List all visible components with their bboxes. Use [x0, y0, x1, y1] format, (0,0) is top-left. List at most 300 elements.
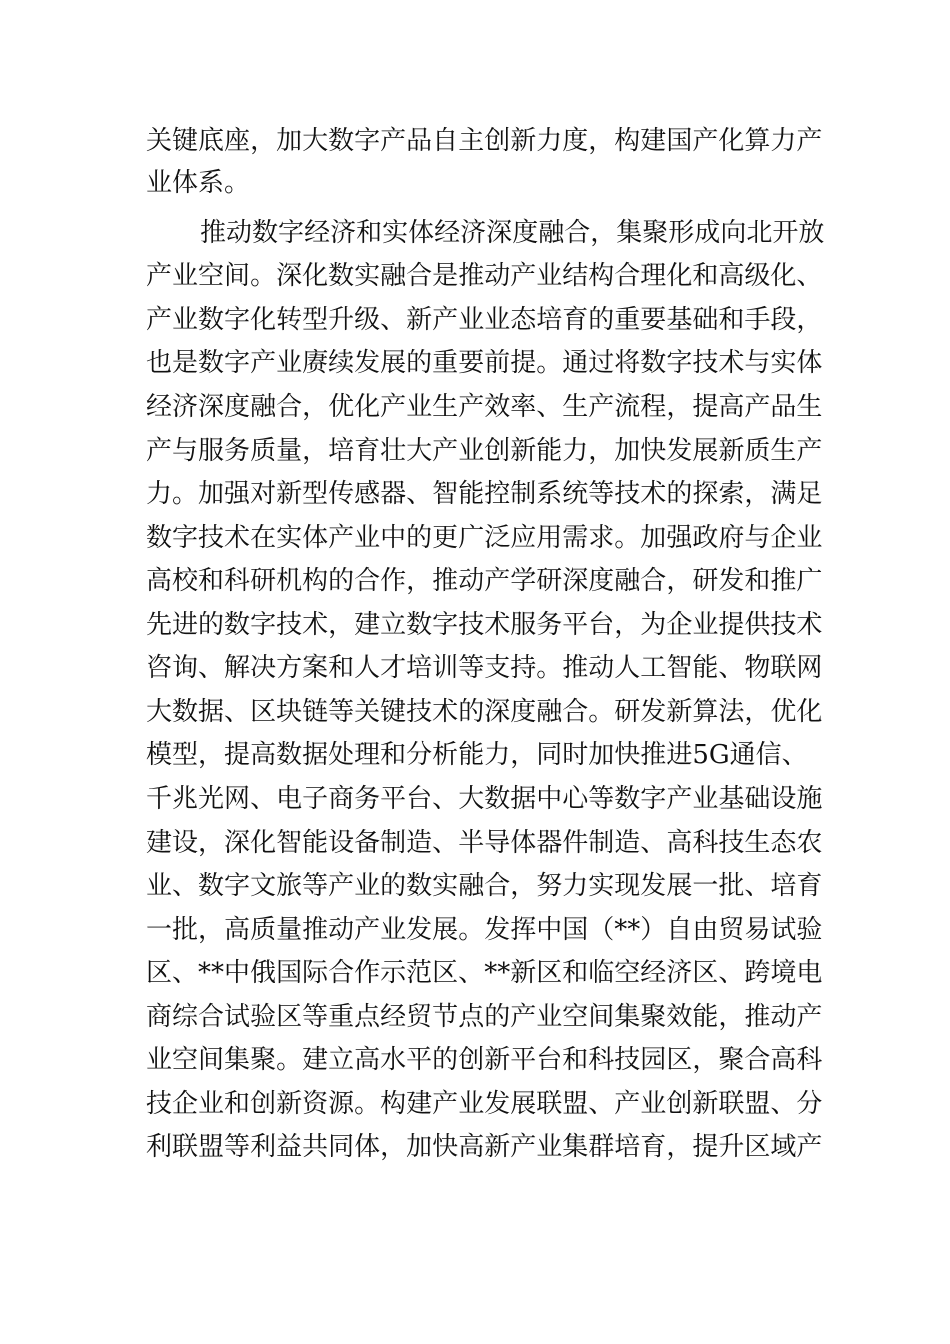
text-glyph: 等 — [458, 653, 485, 683]
text-glyph: 分 — [406, 740, 433, 770]
text-glyph: 业 — [146, 871, 173, 901]
text-glyph: 的 — [666, 479, 693, 509]
text-glyph: 人 — [614, 653, 641, 683]
text-glyph: ， — [406, 566, 433, 596]
text-glyph: 产 — [484, 566, 511, 596]
text-glyph: 农 — [796, 828, 823, 858]
text-glyph: ， — [666, 392, 693, 422]
text-glyph: 分 — [796, 1089, 823, 1119]
text-glyph: 培 — [614, 1132, 641, 1162]
text-line — [146, 997, 823, 1037]
text-glyph: 动 — [484, 261, 511, 291]
text-glyph: 加 — [198, 479, 225, 509]
text-glyph: 发 — [484, 1089, 511, 1119]
text-glyph: ， — [380, 1132, 407, 1162]
text-glyph: 技 — [614, 479, 641, 509]
text-glyph: 育 — [796, 871, 823, 901]
text-glyph: 型 — [302, 305, 329, 335]
text-line — [146, 474, 823, 514]
text-glyph: 化 — [666, 261, 693, 291]
text-glyph: 数 — [484, 784, 511, 814]
text-glyph: 产 — [666, 784, 693, 814]
text-glyph: 培 — [406, 653, 433, 683]
text-glyph: 字 — [172, 523, 199, 553]
text-glyph: 产 — [510, 1002, 537, 1032]
text-glyph: 台 — [406, 784, 433, 814]
text-glyph: 国 — [562, 915, 589, 945]
text-glyph: ** — [484, 958, 511, 988]
text-glyph: 产 — [692, 126, 719, 156]
text-glyph: 加 — [276, 126, 303, 156]
text-glyph: 。 — [536, 653, 563, 683]
text-glyph: 基 — [718, 784, 745, 814]
text-glyph: 产 — [458, 392, 485, 422]
text-glyph: 创 — [458, 1045, 485, 1075]
text-glyph: 过 — [588, 348, 615, 378]
text-glyph: 发 — [718, 566, 745, 596]
text-glyph: 索 — [718, 479, 745, 509]
text-glyph: 区 — [250, 697, 277, 727]
text-glyph: 据 — [198, 697, 225, 727]
text-glyph: ， — [588, 126, 615, 156]
text-glyph: ， — [590, 218, 617, 248]
text-glyph: 作 — [354, 958, 381, 988]
text-glyph: 广 — [796, 566, 823, 596]
text-glyph: 建 — [640, 126, 667, 156]
text-glyph: 字 — [250, 610, 277, 640]
text-glyph: 技 — [146, 1089, 173, 1119]
text-glyph: 业 — [484, 305, 511, 335]
text-glyph: 、 — [224, 697, 251, 727]
text-glyph: 机 — [276, 566, 303, 596]
text-glyph: 实 — [276, 523, 303, 553]
text-glyph: 经 — [640, 958, 667, 988]
text-glyph: 高 — [666, 828, 693, 858]
text-line — [146, 1084, 823, 1124]
text-glyph: 、 — [718, 958, 745, 988]
text-glyph: 水 — [380, 1045, 407, 1075]
text-glyph: 满 — [770, 479, 797, 509]
text-glyph: 产 — [250, 348, 277, 378]
text-glyph: 与 — [172, 436, 199, 466]
text-glyph: 泛 — [484, 523, 511, 553]
text-glyph: 中 — [536, 784, 563, 814]
text-glyph: 产 — [432, 305, 459, 335]
text-glyph: 实 — [432, 871, 459, 901]
text-glyph: 济 — [460, 218, 487, 248]
text-glyph: 、 — [718, 653, 745, 683]
text-glyph: 园 — [640, 1045, 667, 1075]
text-glyph: 研 — [250, 566, 277, 596]
text-glyph: 续 — [328, 348, 355, 378]
text-glyph: 数 — [276, 740, 303, 770]
text-glyph: 法 — [718, 697, 745, 727]
text-glyph: 数 — [406, 610, 433, 640]
text-glyph: 立 — [328, 1045, 355, 1075]
text-glyph: 据 — [510, 784, 537, 814]
text-glyph: 贸 — [718, 915, 745, 945]
text-glyph: 与 — [744, 523, 771, 553]
text-glyph: 业 — [458, 1089, 485, 1119]
text-line — [146, 648, 823, 688]
text-glyph: 质 — [250, 915, 277, 945]
text-glyph: 件 — [562, 828, 589, 858]
text-glyph: 一 — [146, 915, 173, 945]
text-glyph: 产 — [328, 523, 355, 553]
text-glyph: 推 — [744, 1002, 771, 1032]
text-glyph: 同 — [536, 740, 563, 770]
text-glyph: 中 — [380, 523, 407, 553]
text-glyph: 赓 — [302, 348, 329, 378]
text-glyph: 。 — [536, 348, 563, 378]
text-glyph: 才 — [380, 653, 407, 683]
text-glyph: 批 — [172, 915, 199, 945]
text-glyph: 生 — [432, 392, 459, 422]
text-glyph: 台 — [536, 1045, 563, 1075]
text-glyph: ， — [666, 1132, 693, 1162]
text-glyph: 和 — [380, 740, 407, 770]
text-glyph: 推 — [562, 653, 589, 683]
text-glyph: 化 — [796, 697, 823, 727]
text-glyph: 空 — [172, 1045, 199, 1075]
text-glyph: 力 — [562, 871, 589, 901]
text-glyph: 器 — [380, 479, 407, 509]
text-glyph: 平 — [406, 1045, 433, 1075]
text-glyph: 利 — [250, 1132, 277, 1162]
text-glyph: 体 — [302, 523, 329, 553]
text-glyph: 快 — [432, 1132, 459, 1162]
text-glyph: 对 — [250, 479, 277, 509]
text-glyph: 主 — [458, 126, 485, 156]
text-line — [146, 866, 823, 906]
text-glyph: 字 — [354, 126, 381, 156]
text-glyph: 力 — [146, 479, 173, 509]
text-glyph: 网 — [796, 653, 823, 683]
text-glyph: 建 — [302, 1045, 329, 1075]
text-glyph: 境 — [770, 958, 797, 988]
text-glyph: 方 — [276, 653, 303, 683]
text-glyph: 资 — [302, 1089, 329, 1119]
text-glyph: 工 — [640, 653, 667, 683]
text-glyph: 和 — [718, 305, 745, 335]
text-glyph: ， — [302, 436, 329, 466]
text-glyph: 聚 — [642, 218, 669, 248]
text-glyph: 等 — [302, 1002, 329, 1032]
text-glyph: 质 — [744, 436, 771, 466]
text-glyph: 心 — [562, 784, 589, 814]
text-glyph: 析 — [432, 740, 459, 770]
text-glyph: 融 — [458, 871, 485, 901]
text-glyph: 、 — [380, 305, 407, 335]
text-glyph: 育 — [354, 436, 381, 466]
text-line — [146, 300, 823, 340]
text-glyph: 基 — [666, 305, 693, 335]
text-glyph: 提 — [224, 740, 251, 770]
text-glyph: 大 — [458, 784, 485, 814]
text-glyph: 字 — [224, 305, 251, 335]
text-glyph: 将 — [614, 348, 641, 378]
text-glyph: 动 — [328, 915, 355, 945]
text-glyph: 产 — [380, 392, 407, 422]
text-glyph: 域 — [770, 1132, 797, 1162]
text-glyph: 高 — [458, 1132, 485, 1162]
text-glyph: 新 — [510, 126, 537, 156]
text-glyph: 批 — [718, 871, 745, 901]
text-glyph: 业 — [536, 261, 563, 291]
text-glyph: 系 — [536, 479, 563, 509]
text-glyph: 构 — [302, 566, 329, 596]
text-glyph: 研 — [692, 566, 719, 596]
text-glyph: 北 — [746, 218, 773, 248]
text-glyph: 共 — [302, 1132, 329, 1162]
text-glyph: 。 — [276, 1045, 303, 1075]
text-glyph: 效 — [484, 392, 511, 422]
text-glyph: 键 — [172, 126, 199, 156]
text-glyph: 、 — [172, 871, 199, 901]
text-glyph: 深 — [484, 697, 511, 727]
text-glyph: 等 — [328, 697, 355, 727]
text-glyph: 础 — [744, 784, 771, 814]
text-glyph: 实 — [382, 218, 409, 248]
text-glyph: 商 — [146, 1002, 173, 1032]
text-glyph: 展 — [666, 871, 693, 901]
text-glyph: 业 — [796, 523, 823, 553]
text-glyph: 的 — [380, 871, 407, 901]
text-glyph: 企 — [172, 1089, 199, 1119]
text-glyph: 业 — [276, 348, 303, 378]
text-glyph: 进 — [666, 740, 693, 770]
text-glyph: 动 — [588, 653, 615, 683]
text-glyph: 转 — [276, 305, 303, 335]
text-glyph: 、 — [250, 784, 277, 814]
text-glyph: 数 — [172, 697, 199, 727]
text-glyph: 术 — [432, 697, 459, 727]
text-glyph: 产 — [146, 436, 173, 466]
text-glyph: 等 — [302, 871, 329, 901]
text-glyph: 高 — [146, 566, 173, 596]
text-glyph: 和 — [356, 218, 383, 248]
text-glyph: 产 — [510, 1132, 537, 1162]
text-glyph: 技 — [276, 610, 303, 640]
text-glyph: 半 — [458, 828, 485, 858]
text-glyph: 经 — [380, 1002, 407, 1032]
text-glyph: 业 — [458, 436, 485, 466]
text-glyph: 融 — [380, 261, 407, 291]
text-glyph: 供 — [744, 610, 771, 640]
text-glyph: 范 — [406, 958, 433, 988]
text-glyph: 更 — [432, 523, 459, 553]
text-glyph: 产 — [146, 261, 173, 291]
text-glyph: 力 — [562, 436, 589, 466]
text-glyph: 化 — [718, 126, 745, 156]
text-glyph: 键 — [380, 697, 407, 727]
text-glyph: ， — [614, 610, 641, 640]
text-glyph: 合 — [328, 958, 355, 988]
text-line — [146, 779, 823, 819]
text-glyph: 融 — [250, 392, 277, 422]
text-glyph: 型 — [172, 740, 199, 770]
text-glyph: 跨 — [744, 958, 771, 988]
text-glyph: 区 — [744, 1132, 771, 1162]
text-glyph: 和 — [744, 566, 771, 596]
text-glyph: 济 — [330, 218, 357, 248]
text-glyph: 服 — [510, 610, 537, 640]
text-glyph: 度 — [510, 697, 537, 727]
text-glyph: 业 — [354, 871, 381, 901]
text-glyph: 新 — [510, 436, 537, 466]
text-glyph: 字 — [640, 784, 667, 814]
text-glyph: 展 — [510, 1089, 537, 1119]
text-glyph: 高 — [224, 915, 251, 945]
text-glyph: 联 — [536, 1089, 563, 1119]
text-glyph: 合 — [640, 566, 667, 596]
text-glyph: 体 — [354, 1132, 381, 1162]
text-glyph: 创 — [484, 126, 511, 156]
text-glyph: 前 — [484, 348, 511, 378]
text-glyph: 链 — [302, 697, 329, 727]
text-glyph: 数 — [640, 348, 667, 378]
text-glyph: ， — [510, 871, 537, 901]
text-glyph: 点 — [354, 1002, 381, 1032]
text-glyph: 产 — [380, 126, 407, 156]
text-glyph: 科 — [224, 566, 251, 596]
text-glyph: 合 — [354, 566, 381, 596]
text-glyph: 要 — [458, 348, 485, 378]
text-glyph: 器 — [536, 828, 563, 858]
text-glyph: ， — [302, 392, 329, 422]
text-glyph: 自 — [666, 915, 693, 945]
text-glyph: 产 — [146, 305, 173, 335]
text-glyph: 科 — [692, 828, 719, 858]
text-glyph: ， — [744, 479, 771, 509]
text-glyph: ） — [640, 915, 667, 945]
text-glyph: 也 — [146, 348, 173, 378]
text-glyph: 能 — [536, 436, 563, 466]
text-glyph: 合 — [614, 261, 641, 291]
text-glyph: 字 — [224, 871, 251, 901]
text-glyph: 的 — [432, 1045, 459, 1075]
text-glyph: 和 — [562, 1045, 589, 1075]
text-glyph: ** — [614, 915, 641, 945]
text-glyph: 度 — [562, 126, 589, 156]
text-glyph: ， — [328, 610, 355, 640]
text-glyph: 的 — [328, 566, 355, 596]
text-glyph: 聚 — [250, 1045, 277, 1075]
text-glyph: 重 — [614, 305, 641, 335]
text-glyph: 强 — [224, 479, 251, 509]
text-glyph: 。 — [614, 523, 641, 553]
text-glyph: 造 — [614, 828, 641, 858]
text-glyph: 发 — [666, 436, 693, 466]
text-glyph: 备 — [354, 828, 381, 858]
text-glyph: 化 — [250, 828, 277, 858]
text-glyph: 加 — [406, 1132, 433, 1162]
text-glyph: 术 — [640, 479, 667, 509]
text-glyph: 重 — [432, 348, 459, 378]
text-glyph: ， — [718, 1002, 745, 1032]
text-glyph: 合 — [276, 392, 303, 422]
text-glyph: 业 — [406, 392, 433, 422]
text-glyph: 数 — [198, 305, 225, 335]
text-glyph: 字 — [666, 348, 693, 378]
text-glyph: 集 — [562, 1132, 589, 1162]
text-line — [146, 518, 823, 558]
text-glyph: 的 — [406, 348, 433, 378]
text-glyph: 的 — [588, 305, 615, 335]
text-glyph: 产 — [796, 126, 823, 156]
text-glyph: 验 — [250, 1002, 277, 1032]
text-glyph: 质 — [250, 436, 277, 466]
text-glyph: 控 — [484, 479, 511, 509]
text-glyph: 、 — [536, 392, 563, 422]
text-line — [146, 121, 823, 161]
text-glyph: 节 — [432, 1002, 459, 1032]
text-glyph: 、 — [198, 653, 225, 683]
text-glyph: 研 — [614, 697, 641, 727]
text-glyph: 能 — [692, 653, 719, 683]
text-glyph: 提 — [692, 1132, 719, 1162]
text-glyph: 产 — [328, 871, 355, 901]
text-glyph: 培 — [536, 305, 563, 335]
text-glyph: 深 — [198, 392, 225, 422]
text-glyph: 数 — [328, 126, 355, 156]
text-glyph: 建 — [354, 610, 381, 640]
text-glyph: 企 — [770, 523, 797, 553]
text-glyph: 展 — [692, 436, 719, 466]
text-glyph: 聚 — [718, 1045, 745, 1075]
text-glyph: 施 — [796, 784, 823, 814]
text-glyph: 能 — [302, 828, 329, 858]
text-glyph: 级 — [354, 305, 381, 335]
text-glyph: 益 — [276, 1132, 303, 1162]
text-glyph: 实 — [354, 261, 381, 291]
text-glyph: 构 — [380, 1089, 407, 1119]
text-glyph: 联 — [172, 1132, 199, 1162]
text-glyph: 业 — [692, 610, 719, 640]
text-glyph: 同 — [328, 1132, 355, 1162]
text-glyph: 术 — [302, 610, 329, 640]
text-glyph: 的 — [458, 697, 485, 727]
text-glyph: 动 — [770, 1002, 797, 1032]
text-glyph: 、 — [640, 828, 667, 858]
text-glyph: 新 — [692, 1089, 719, 1119]
text-glyph: 模 — [146, 740, 173, 770]
text-glyph: 推 — [458, 261, 485, 291]
text-glyph: 空 — [614, 958, 641, 988]
text-glyph: 、 — [172, 958, 199, 988]
text-glyph: ， — [198, 740, 225, 770]
text-glyph: 联 — [718, 1089, 745, 1119]
text-glyph: 新 — [276, 1089, 303, 1119]
text-glyph: 设 — [328, 828, 355, 858]
text-glyph: 现 — [614, 871, 641, 901]
text-glyph: 成 — [694, 218, 721, 248]
text-glyph: 文 — [250, 871, 277, 901]
text-glyph: 为 — [640, 610, 667, 640]
text-glyph: 数 — [224, 610, 251, 640]
text-glyph: 开 — [772, 218, 799, 248]
text-glyph: 智 — [666, 653, 693, 683]
text-line — [146, 910, 823, 950]
text-glyph: 关 — [146, 126, 173, 156]
text-glyph: 生 — [744, 828, 771, 858]
text-glyph: 技 — [770, 610, 797, 640]
text-glyph: 集 — [224, 1045, 251, 1075]
text-glyph: 立 — [380, 610, 407, 640]
text-glyph: 综 — [172, 1002, 199, 1032]
text-glyph: 新 — [406, 305, 433, 335]
text-glyph: 深 — [562, 566, 589, 596]
